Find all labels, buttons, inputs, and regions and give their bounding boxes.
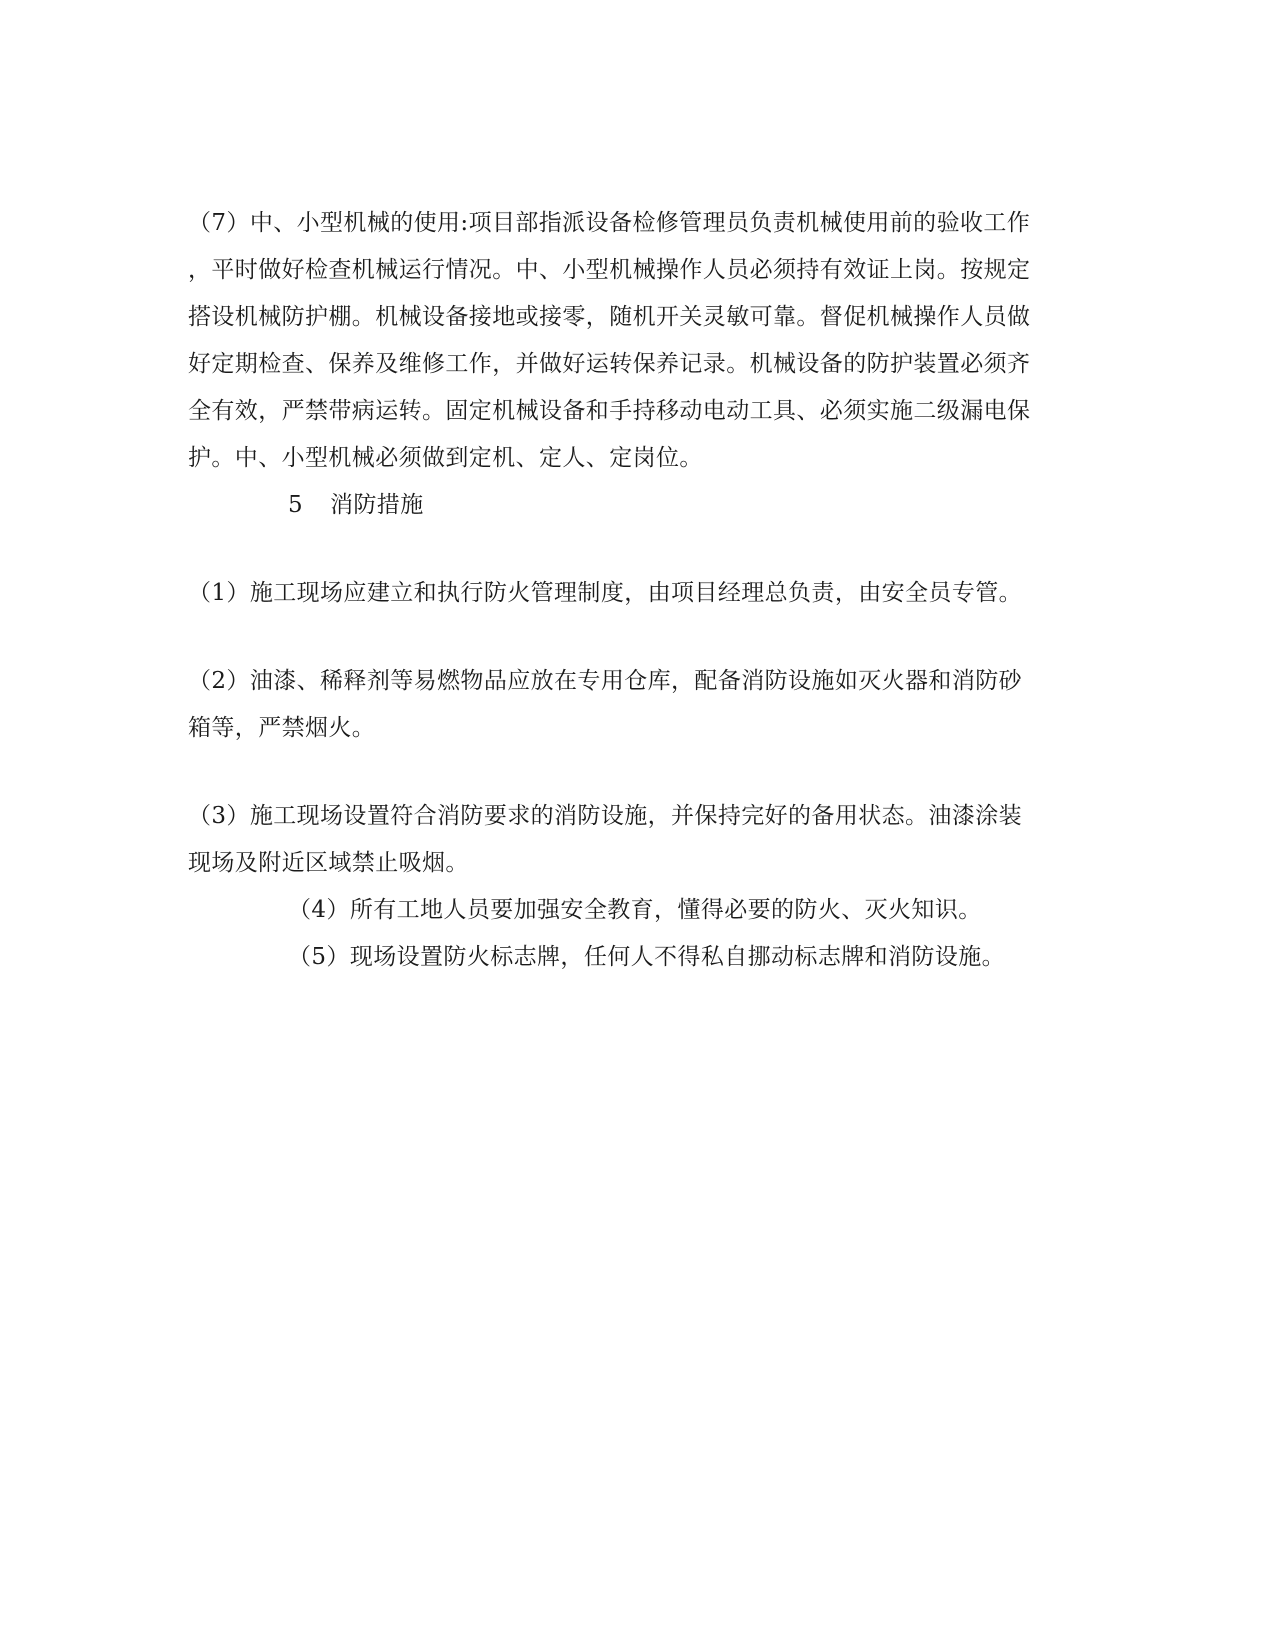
fire-item-3-line-1: （3）施工现场设置符合消防要求的消防设施，并保持完好的备用状态。油漆涂装 — [188, 803, 1023, 829]
section7-line-4: 好定期检查、保养及维修工作，并做好运转保养记录。机械设备的防护装置必须齐 — [188, 351, 1031, 377]
section7-line-5: 全有效，严禁带病运转。固定机械设备和手持移动电动工具、必须实施二级漏电保 — [188, 398, 1031, 424]
section7-line-2: ，平时做好检查机械运行情况。中、小型机械操作人员必须持有效证上岗。按规定 — [188, 257, 1031, 283]
heading-number: 5 — [288, 492, 304, 518]
section7-line-3: 搭设机械防护棚。机械设备接地或接零，随机开关灵敏可靠。督促机械操作人员做 — [188, 304, 1031, 330]
fire-item-2-line-1: （2）油漆、稀释剂等易燃物品应放在专用仓库，配备消防设施如灭火器和消防砂 — [188, 668, 1023, 694]
section-heading — [288, 490, 424, 520]
fire-item-3-line-2: 现场及附近区域禁止吸烟。 — [188, 850, 469, 876]
fire-item-4: （4）所有工地人员要加强安全教育，懂得必要的防火、灭火知识。 — [288, 897, 982, 923]
fire-item-5: （5）现场设置防火标志牌，任何人不得私自挪动标志牌和消防设施。 — [288, 944, 1006, 970]
fire-item-2-line-2: 箱等，严禁烟火。 — [188, 715, 376, 741]
heading-title: 消防措施 — [330, 492, 424, 518]
fire-item-1: （1）施工现场应建立和执行防火管理制度，由项目经理总负责，由安全员专管。 — [188, 580, 1023, 606]
section7-line-6: 护。中、小型机械必须做到定机、定人、定岗位。 — [188, 445, 703, 471]
section7-line-1: （7）中、小型机械的使用:项目部指派设备检修管理员负责机械使用前的验收工作 — [188, 210, 1031, 236]
